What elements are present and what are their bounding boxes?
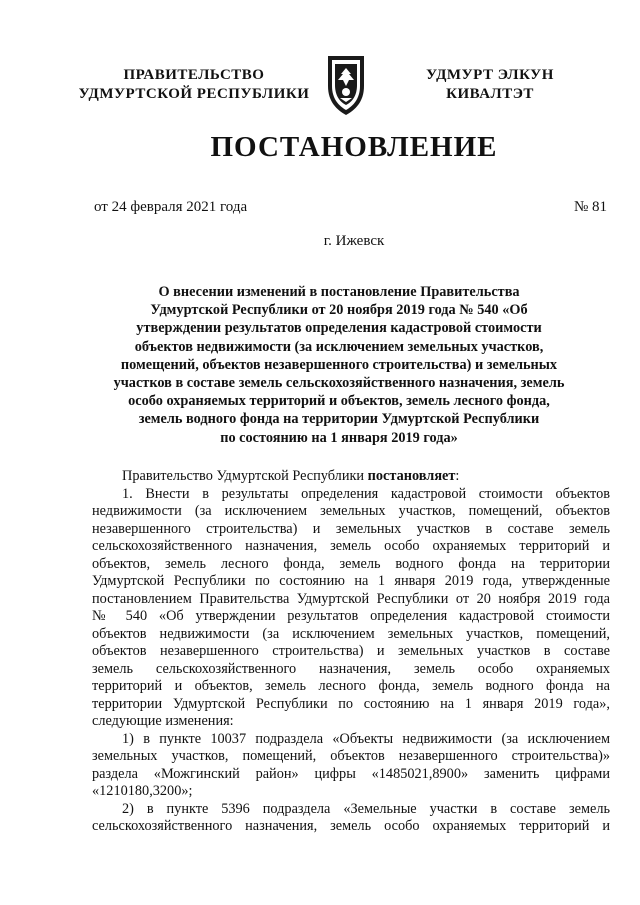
intro-colon: : — [455, 468, 460, 484]
document-subject — [103, 283, 575, 447]
issuer-line: ПРАВИТЕЛЬСТВО — [123, 67, 265, 83]
issuer-line: УДМУРТСКОЙ РЕСПУБЛИКИ — [78, 86, 310, 102]
body-line: № 540 «Об утверждении результатов определения кадастровой стоимости — [92, 608, 610, 624]
body-line: земель сельскохозяйственного назначения, земель особо охраняемых — [92, 660, 610, 677]
body-line: постановлением Правительства Удмуртской Республики от 20 ноября 2019 года — [92, 590, 610, 607]
issuer-name-udmurt — [402, 66, 578, 104]
body-line: «1210180,3200»; — [92, 783, 193, 799]
intro-verb: постановляет — [367, 468, 456, 484]
body-line: объектов незавершенного строительства) и земельных участков в составе — [92, 643, 610, 659]
subject-line: земель водного фонда на территории Удмуртской Республики — [138, 411, 540, 428]
subject-line: особо охраняемых территорий и объектов, земель лесного фонда, — [128, 393, 550, 410]
coat-of-arms-emblem — [323, 52, 369, 118]
intro-text: Правительство Удмуртской Республики — [122, 468, 368, 484]
body-line: раздела «Можгинский район» цифры «1485021,8900» заменить цифрами — [92, 765, 610, 782]
document-number: № 81 — [574, 199, 608, 215]
subject-line: утверждении результатов определения кадастровой стоимости — [136, 320, 542, 337]
subject-line: по состоянию на 1 января 2019 года» — [220, 429, 458, 446]
body-line: 1) в пункте 10037 подраздела «Объекты недвижимости (за исключением — [122, 730, 610, 747]
body-line: объектов, земель лесного фонда, земель водного фонда на территории — [92, 555, 610, 572]
document-body — [92, 468, 610, 836]
body-line: земельных участков, помещений, объектов незавершенного строительства)» — [92, 748, 610, 764]
body-line: 2) в пункте 5396 подраздела «Земельные участки в составе земель — [122, 800, 610, 817]
body-line: сельскохозяйственного назначения, земель особо охраняемых территорий и — [92, 538, 610, 554]
body-line: территории Удмуртской Республики по состоянию на 1 января 2019 года», — [92, 695, 610, 712]
intro-paragraph — [92, 468, 610, 486]
body-line: объектов недвижимости (за исключением земельных участков, помещений, — [92, 625, 610, 642]
body-line: сельскохозяйственного назначения, земель особо охраняемых территорий и — [92, 818, 610, 834]
issuer-name-russian — [78, 66, 310, 104]
body-line: Удмуртской Республики по состоянию на 1 января 2019 года, утвержденные — [92, 573, 610, 589]
issuer-line: УДМУРТ ЭЛКУН — [426, 67, 554, 83]
subject-line: Удмуртской Республики от 20 ноября 2019 года № 540 «Об — [150, 302, 528, 319]
body-line: недвижимости (за исключением земельных участков, помещений, объектов — [92, 503, 610, 519]
document-type-title: ПОСТАНОВЛЕНИЕ — [210, 131, 498, 163]
body-line: территорий и объектов, земель лесного фонда, земель водного фонда на — [92, 678, 610, 694]
subject-line: объектов недвижимости (за исключением земельных участков, — [134, 338, 544, 355]
body-line: следующие изменения: — [92, 713, 234, 729]
subject-line: помещений, объектов незавершенного строительства) и земельных — [120, 356, 558, 373]
document-date: от 24 февраля 2021 года — [94, 199, 248, 215]
subject-line: участков в составе земель сельскохозяйственного назначения, земель — [113, 375, 565, 392]
body-line: 1. Внести в результаты определения кадастровой стоимости объектов — [122, 485, 610, 502]
issuer-line: КИВАЛТЭТ — [446, 86, 534, 102]
document-city: г. Ижевск — [323, 233, 385, 249]
body-line: незавершенного строительства) и земельных участков в составе земель — [92, 520, 610, 537]
subject-line: О внесении изменений в постановление Правительства — [158, 284, 520, 300]
